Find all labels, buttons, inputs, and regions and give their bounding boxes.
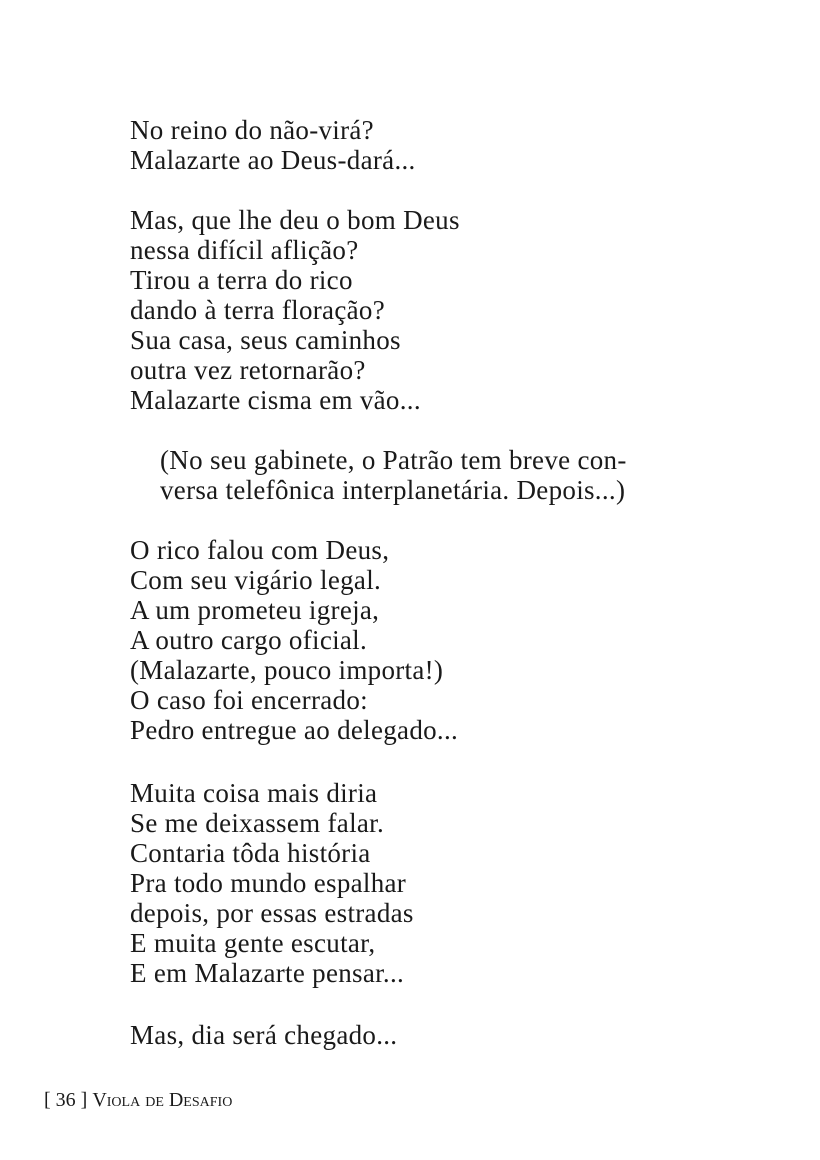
verse-line: No reino do não-virá? [130, 115, 374, 145]
verse-line: Pra todo mundo espalhar [130, 868, 407, 898]
verse-line: Malazarte ao Deus-dará... [130, 145, 416, 175]
verse-line: Mas, dia será chegado... [130, 1020, 398, 1050]
verse-line: Sua casa, seus caminhos [130, 325, 401, 355]
verse-line: A outro cargo oficial. [130, 625, 368, 655]
verse-line: Se me deixassem falar. [130, 808, 385, 838]
stage-note-line: versa telefônica interplanetária. Depois...) [160, 475, 626, 505]
verse-line: Muita coisa mais diria [130, 778, 378, 808]
verse-line: dando à terra floração? [130, 295, 385, 325]
verse-line: outra vez retornarão? [130, 355, 366, 385]
verse-line: Malazarte cisma em vão... [130, 385, 421, 415]
verse-line: E muita gente escutar, [130, 928, 376, 958]
verse-line: nessa difícil aflição? [130, 235, 359, 265]
verse-line: depois, por essas estradas [130, 898, 414, 928]
verse-line: Tirou a terra do rico [130, 265, 353, 295]
book-title: Viola de Desafio [92, 1089, 233, 1111]
page-number: [ 36 ] [44, 1089, 88, 1111]
stage-note-line: (No seu gabinete, o Patrão tem breve con- [160, 445, 627, 475]
verse-line: E em Malazarte pensar... [130, 958, 405, 988]
verse-line: Com seu vigário legal. [130, 565, 382, 595]
verse-line: (Malazarte, pouco importa!) [130, 655, 444, 685]
verse-line: Pedro entregue ao delegado... [130, 715, 459, 745]
page-footer [44, 1088, 232, 1112]
verse-line: A um prometeu igreja, [130, 595, 380, 625]
verse-line: Contaria tôda história [130, 838, 371, 868]
verse-line: Mas, que lhe deu o bom Deus [130, 205, 460, 235]
verse-line: O caso foi encerrado: [130, 685, 368, 715]
verse-line: O rico falou com Deus, [130, 535, 390, 565]
